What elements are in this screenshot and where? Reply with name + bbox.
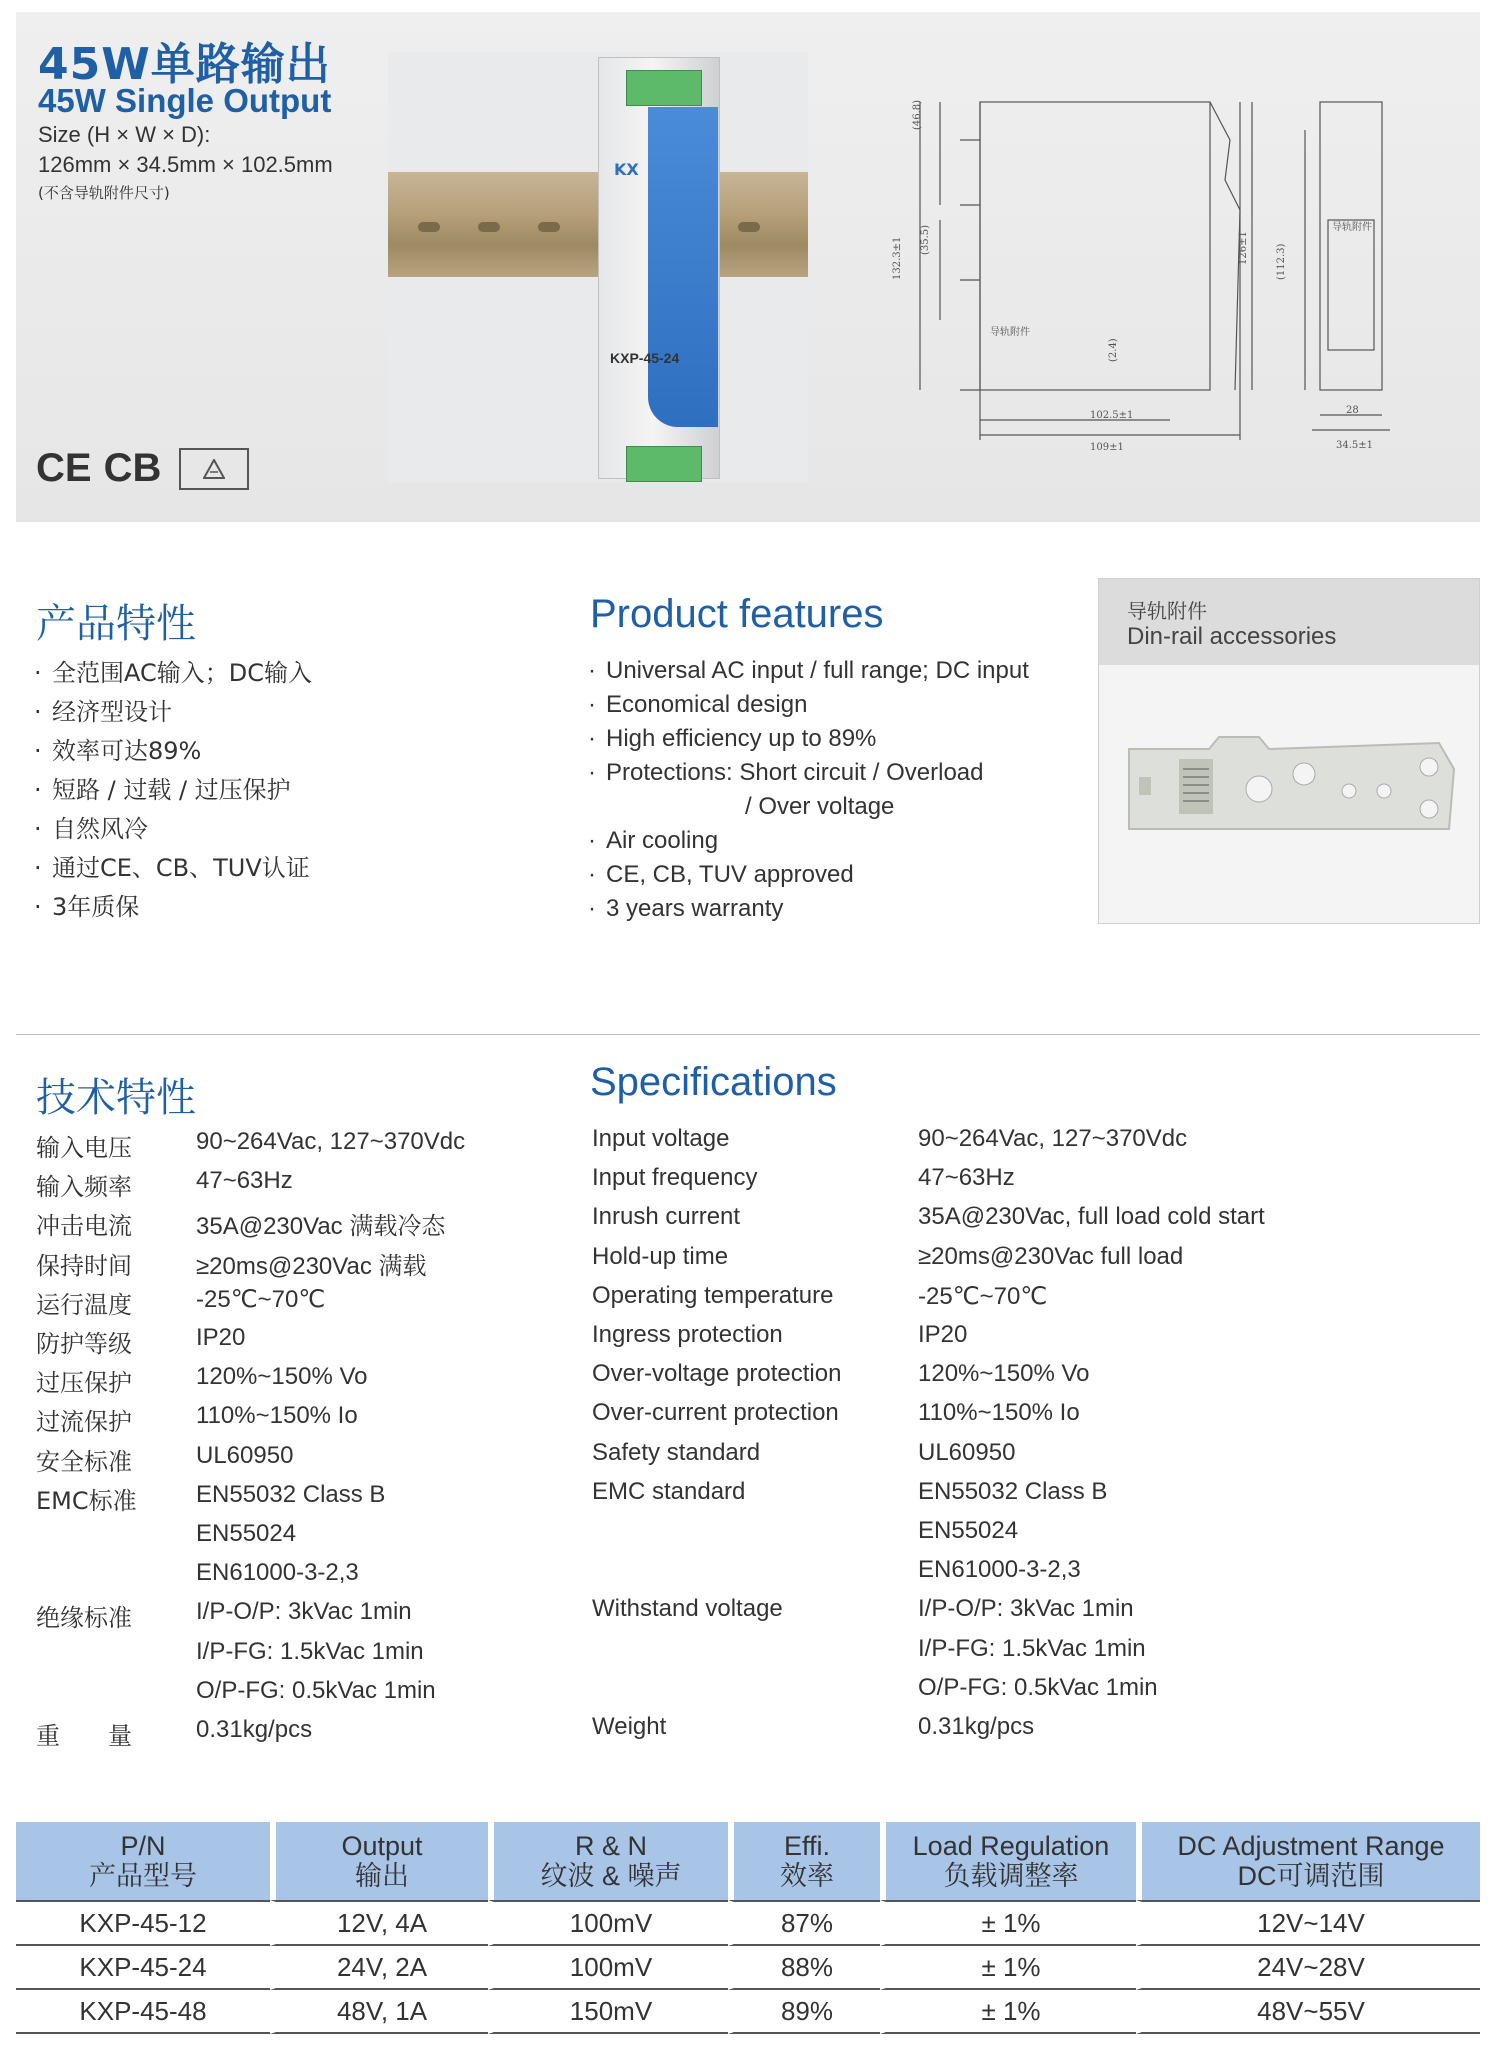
table-row: [16, 1990, 1480, 2034]
spec-label-en: Safety standard: [592, 1439, 761, 1466]
feature-item-zh: · 短路 / 过载 / 过压保护: [34, 776, 291, 804]
table-cell: 100mV: [488, 1900, 728, 1946]
spec-label-zh: 安全标准: [36, 1448, 132, 1476]
feature-item-zh: · 经济型设计: [34, 698, 172, 726]
features-title-en: Product features: [590, 592, 884, 636]
dim-28: 28: [1346, 405, 1359, 416]
size-value: 126mm × 34.5mm × 102.5mm: [38, 152, 333, 177]
spec-value-zh: I/P-FG: 1.5kVac 1min: [196, 1638, 424, 1665]
spec-value-en: 35A@230Vac, full load cold start: [918, 1203, 1265, 1230]
dim-34-5: 34.5±1: [1336, 440, 1374, 451]
spec-label-zh: 输入频率: [36, 1173, 132, 1201]
table-cell: 24V, 2A: [270, 1946, 488, 1990]
spec-value-en: 120%~150% Vo: [918, 1360, 1090, 1387]
spec-value-zh: 90~264Vac, 127~370Vdc: [196, 1128, 466, 1155]
din-rail-clip-image: [1119, 729, 1459, 849]
spec-value-en: EN55024: [918, 1517, 1019, 1544]
dim-46-8: (46.8): [912, 99, 923, 130]
spec-value-en: ≥20ms@230Vac full load: [918, 1243, 1184, 1270]
table-header-cell: P/N 产品型号: [16, 1822, 270, 1900]
product-title-zh: 45W单路输出: [38, 39, 331, 90]
spec-label-zh: 重 量: [36, 1722, 132, 1750]
spec-value-zh: 110%~150% Io: [196, 1402, 358, 1429]
table-cell: 89%: [728, 1990, 880, 2034]
spec-label-en: Ingress protection: [592, 1321, 783, 1348]
table-header-cell: R & N 纹波 & 噪声: [488, 1822, 728, 1900]
rail-label-front: 导轨附件: [1332, 222, 1372, 233]
spec-label-en: Hold-up time: [592, 1243, 729, 1270]
spec-label-en: Weight: [592, 1713, 667, 1740]
specs-title-zh: 技术特性: [36, 1075, 196, 1121]
table-cell: 24V~28V: [1136, 1946, 1480, 1990]
feature-item-en: · 3 years warranty: [588, 895, 784, 922]
din-rail-title-en: Din-rail accessories: [1127, 623, 1337, 650]
feature-item-en: · Universal AC input / full range; DC input: [588, 657, 1029, 684]
table-cell: 12V, 4A: [270, 1900, 488, 1946]
feature-item-en: · CE, CB, TUV approved: [588, 861, 854, 888]
table-cell: KXP-45-48: [16, 1990, 270, 2034]
spec-value-en: I/P-O/P: 3kVac 1min: [918, 1595, 1134, 1622]
spec-label-zh: 运行温度: [36, 1291, 132, 1319]
table-header-cell: Load Regulation 负载调整率: [880, 1822, 1136, 1900]
bottom-terminal-block: [626, 446, 702, 482]
table-cell: 12V~14V: [1136, 1900, 1480, 1946]
spec-value-en: -25℃~70℃: [918, 1283, 1048, 1310]
feature-item-zh: · 通过CE、CB、TUV认证: [34, 854, 310, 882]
spec-value-zh: -25℃~70℃: [196, 1286, 326, 1313]
table-cell: 88%: [728, 1946, 880, 1990]
table-row: [16, 1900, 1480, 1946]
tuv-certificate-icon: [179, 448, 249, 490]
spec-value-en: IP20: [918, 1321, 968, 1348]
table-cell: KXP-45-12: [16, 1900, 270, 1946]
spec-value-en: 110%~150% Io: [918, 1399, 1080, 1426]
cb-mark: CB: [103, 446, 162, 490]
spec-label-zh: 冲击电流: [36, 1212, 132, 1240]
dim-102-5: 102.5±1: [1090, 410, 1134, 421]
table-cell: 150mV: [488, 1990, 728, 2034]
spec-value-zh: UL60950: [196, 1442, 294, 1469]
dim-132-3: 132.3±1: [892, 236, 903, 280]
spec-label-en: Inrush current: [592, 1203, 741, 1230]
din-rail-title-zh: 导轨附件: [1127, 599, 1207, 623]
table-cell: ± 1%: [880, 1990, 1136, 2034]
dim-35-5: (35.5): [920, 224, 931, 255]
table-cell: 87%: [728, 1900, 880, 1946]
size-label: Size (H × W × D):: [38, 122, 211, 147]
table-header-cell: Output 输出: [270, 1822, 488, 1900]
feature-item-en: · Air cooling: [588, 827, 719, 854]
feature-item-en: · High efficiency up to 89%: [588, 725, 877, 752]
table-header-cell: DC Adjustment Range DC可调范围: [1136, 1822, 1480, 1900]
spec-label-en: Operating temperature: [592, 1282, 834, 1309]
spec-value-zh: ≥20ms@230Vac 满载: [196, 1253, 427, 1280]
features-list-en: [588, 654, 1029, 926]
table-cell: 100mV: [488, 1946, 728, 1990]
spec-label-zh: 过流保护: [36, 1408, 132, 1436]
top-terminal-block: [626, 70, 702, 106]
model-table: [16, 1822, 1480, 2034]
features-list-zh: [34, 654, 312, 927]
table-cell: ± 1%: [880, 1946, 1136, 1990]
spec-value-en: 90~264Vac, 127~370Vdc: [918, 1125, 1188, 1152]
table-cell: KXP-45-24: [16, 1946, 270, 1990]
feature-item-en: · Protections: Short circuit / Overload: [588, 759, 984, 786]
model-label: KXP-45-24: [610, 350, 680, 366]
spec-label-en: Over-voltage protection: [592, 1360, 842, 1387]
product-photo: [388, 52, 808, 482]
table-cell: 48V~55V: [1136, 1990, 1480, 2034]
power-supply-front-panel: [648, 107, 718, 427]
spec-value-zh: IP20: [196, 1324, 246, 1351]
dim-2-4: (2.4): [1108, 338, 1119, 362]
spec-value-zh: EN55032 Class B: [196, 1481, 386, 1508]
spec-value-zh: 120%~150% Vo: [196, 1363, 368, 1390]
din-rail-card-header: [1099, 579, 1479, 665]
spec-value-en: I/P-FG: 1.5kVac 1min: [918, 1635, 1146, 1662]
rail-label-side: 导轨附件: [990, 327, 1030, 338]
spec-value-zh: I/P-O/P: 3kVac 1min: [196, 1598, 412, 1625]
spec-label-en: EMC standard: [592, 1478, 746, 1505]
spec-value-zh: 0.31kg/pcs: [196, 1716, 313, 1743]
spec-value-zh: 47~63Hz: [196, 1167, 293, 1194]
product-title-en: 45W Single Output: [38, 82, 332, 119]
spec-value-en: EN61000-3-2,3: [918, 1556, 1081, 1583]
spec-label-zh: 防护等级: [36, 1330, 132, 1358]
feature-item-zh: · 全范围AC输入；DC输入: [34, 659, 312, 687]
certification-logos: [36, 446, 249, 491]
dim-109: 109±1: [1090, 442, 1124, 453]
table-cell: 48V, 1A: [270, 1990, 488, 2034]
features-title-zh: 产品特性: [36, 601, 196, 647]
spec-label-en: Withstand voltage: [592, 1595, 783, 1622]
section-divider: [16, 1034, 1480, 1035]
spec-label-zh: 过压保护: [36, 1369, 132, 1397]
feature-item-en-continued: / Over voltage: [745, 793, 895, 820]
din-rail-accessory-card: [1098, 578, 1480, 924]
spec-value-en: 0.31kg/pcs: [918, 1713, 1035, 1740]
table-header-row: [16, 1822, 1480, 1900]
spec-value-en: UL60950: [918, 1439, 1016, 1466]
feature-item-zh: · 3年质保: [34, 893, 140, 921]
specs-title-en: Specifications: [590, 1060, 837, 1104]
spec-label-zh: 保持时间: [36, 1252, 132, 1280]
spec-value-en: EN55032 Class B: [918, 1478, 1108, 1505]
spec-value-en: O/P-FG: 0.5kVac 1min: [918, 1674, 1158, 1701]
table-header-cell: Effi. 效率: [728, 1822, 880, 1900]
spec-value-zh: O/P-FG: 0.5kVac 1min: [196, 1677, 436, 1704]
spec-label-zh: 绝缘标准: [36, 1604, 132, 1632]
dim-112-3: (112.3): [1276, 243, 1287, 280]
spec-label-en: Over-current protection: [592, 1399, 839, 1426]
table-cell: ± 1%: [880, 1900, 1136, 1946]
spec-label-en: Input frequency: [592, 1164, 758, 1191]
spec-value-en: 47~63Hz: [918, 1164, 1015, 1191]
feature-item-zh: · 效率可达89%: [34, 737, 202, 765]
brand-logo: KX: [614, 160, 639, 179]
feature-item-zh: · 自然风冷: [34, 815, 148, 843]
spec-label-en: Input voltage: [592, 1125, 730, 1152]
spec-value-zh: EN55024: [196, 1520, 297, 1547]
spec-value-zh: EN61000-3-2,3: [196, 1559, 359, 1586]
ce-mark: CE: [36, 446, 92, 490]
spec-value-zh: 35A@230Vac 满载冷态: [196, 1213, 446, 1240]
dim-126: 126±1: [1238, 231, 1249, 265]
size-note: (不含导轨附件尺寸): [38, 184, 170, 202]
feature-item-en: · Economical design: [588, 691, 808, 718]
table-row: [16, 1946, 1480, 1990]
spec-label-zh: 输入电压: [36, 1134, 132, 1162]
spec-label-zh: EMC标准: [36, 1487, 137, 1515]
dimension-drawing: [880, 80, 1400, 480]
